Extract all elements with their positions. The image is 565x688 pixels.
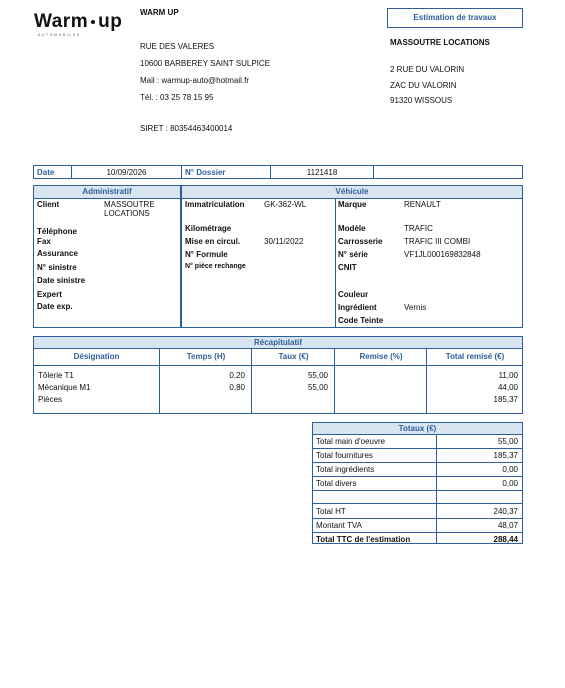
totals-row-line-3	[313, 490, 522, 491]
vehicle-right-label-3: N° série	[338, 250, 368, 259]
totals-label-5: Montant TVA	[316, 521, 362, 530]
vehicle-right-value-2: TRAFIC III COMBI	[404, 237, 471, 246]
admin-label-4: N° sinistre	[37, 263, 77, 272]
totals-column-divider	[436, 435, 437, 544]
vehicle-right-value-1: TRAFIC	[404, 224, 433, 233]
totals-box	[312, 422, 523, 544]
totals-value-2: 0,00	[502, 465, 518, 474]
recap-total-0: 11,00	[498, 371, 518, 380]
logo-text-warm: Warm	[34, 11, 89, 32]
admin-label-2: Fax	[37, 237, 51, 246]
recap-taux-0: 55,00	[307, 371, 328, 380]
recap-designation-2: Pièces	[38, 395, 63, 404]
vehicle-right-label-1: Modèle	[338, 224, 366, 233]
vehicle-right-value-3: VF1JL000169832848	[404, 250, 481, 259]
totals-label-1: Total fournitures	[316, 451, 373, 460]
vehicle-right-label-5: Couleur	[338, 290, 369, 299]
admin-header: Administratif	[34, 186, 180, 199]
dossier-label: N° Dossier	[182, 166, 271, 179]
company-name: WARM UP	[140, 8, 179, 17]
recap-header: Récapitulatif	[34, 337, 522, 349]
recap-body	[34, 366, 522, 414]
company-address2: 10600 BARBEREY SAINT SULPICE	[140, 59, 270, 68]
date-value: 10/09/2026	[72, 166, 182, 179]
recap-col-4: Total remisé (€)	[426, 349, 523, 365]
admin-label-3: Assurance	[37, 249, 78, 258]
vehicle-right-value-0: RENAULT	[404, 200, 441, 209]
info-empty-cell	[374, 166, 523, 179]
recap-total-2: 185,37	[493, 395, 518, 404]
recap-taux-1: 55,00	[307, 383, 328, 392]
vehicle-right-label-7: Code Teinte	[338, 316, 384, 325]
vehicle-header: Véhicule	[182, 186, 522, 199]
admin-label-7: Date exp.	[37, 302, 73, 311]
totals-value-6: 288,44	[493, 535, 518, 544]
totals-label-3: Total divers	[316, 479, 357, 488]
vehicle-left-label-3: N° Formule	[185, 250, 228, 259]
vehicle-right-label-6: Ingrédient	[338, 303, 377, 312]
recap-col-divider-3	[334, 366, 335, 414]
recap-col-0: Désignation	[73, 352, 120, 361]
totals-header: Totaux (€)	[313, 423, 522, 435]
recap-col-2: Taux (€)	[251, 349, 335, 365]
date-label: Date	[34, 166, 72, 179]
vehicle-left-label-2: Mise en circul.	[185, 237, 241, 246]
admin-label-5: Date sinistre	[37, 276, 86, 285]
recap-designation-1: Mécanique M1	[38, 383, 91, 392]
vehicle-right-label-0: Marque	[338, 200, 367, 209]
totals-label-4: Total HT	[316, 507, 346, 516]
totals-label-0: Total main d'oeuvre	[316, 437, 386, 446]
company-mail: Mail : warmup-auto@hotmail.fr	[140, 76, 250, 85]
vehicle-right-label-2: Carrosserie	[338, 237, 383, 246]
vehicle-right-value-6: Vernis	[404, 303, 427, 312]
logo-subtitle: AUTOMOBILES	[38, 33, 81, 37]
recap-total-1: 44,00	[497, 383, 518, 392]
vehicle-right-label-4: CNIT	[338, 263, 357, 272]
admin-label-0: Client	[37, 200, 60, 209]
totals-value-0: 55,00	[497, 437, 518, 446]
recap-temps-0: 0,20	[229, 371, 245, 380]
vehicle-box	[181, 185, 523, 328]
company-siret: SIRET : 80354463400014	[140, 124, 233, 133]
totals-value-1: 185,37	[493, 451, 518, 460]
admin-label-1: Téléphone	[37, 227, 78, 236]
totals-label-2: Total ingrédients	[316, 465, 375, 474]
recap-temps-1: 0,80	[229, 383, 245, 392]
recap-col-1: Temps (H)	[159, 349, 252, 365]
totals-body	[313, 435, 522, 544]
admin-box	[33, 185, 181, 328]
logo-dot	[91, 20, 95, 24]
client-address1: 2 RUE DU VALORIN	[390, 65, 465, 74]
recap-column-headers	[34, 349, 522, 366]
vehicle-left-label-0: Immatriculation	[185, 200, 245, 209]
totals-value-4: 240,37	[493, 507, 518, 516]
totals-separator	[313, 503, 522, 504]
company-logo	[34, 11, 122, 33]
vehicle-left-label-4: N° pièce rechange	[185, 263, 246, 270]
admin-value-0: MASSOUTRE LOCATIONS	[104, 200, 155, 218]
totals-label-6: Total TTC de l'estimation	[316, 535, 411, 544]
recap-designation-0: Tôlerie T1	[38, 371, 74, 380]
dossier-value: 1121418	[271, 166, 374, 179]
client-address2: ZAC DU VALORIN	[390, 81, 457, 90]
document-title: Estimation de travaux	[387, 8, 523, 28]
vehicle-left-value-2: 30/11/2022	[264, 237, 304, 246]
vehicle-left-value-0: GK-362-WL	[264, 200, 307, 209]
totals-value-3: 0,00	[502, 479, 518, 488]
client-name: MASSOUTRE LOCATIONS	[390, 38, 490, 47]
company-address1: RUE DES VALERES	[140, 42, 215, 51]
admin-label-6: Expert	[37, 290, 62, 299]
recap-box	[33, 336, 523, 414]
logo-text-up: up	[98, 11, 123, 32]
company-tel: Tél. : 03 25 78 15 95	[140, 93, 214, 102]
recap-col-3: Remise (%)	[334, 349, 427, 365]
info-table	[33, 165, 523, 179]
totals-value-5: 48,07	[497, 521, 518, 530]
vehicle-left-label-1: Kilométrage	[185, 224, 232, 233]
vehicle-divider	[335, 198, 336, 327]
client-address3: 91320 WISSOUS	[390, 96, 453, 105]
